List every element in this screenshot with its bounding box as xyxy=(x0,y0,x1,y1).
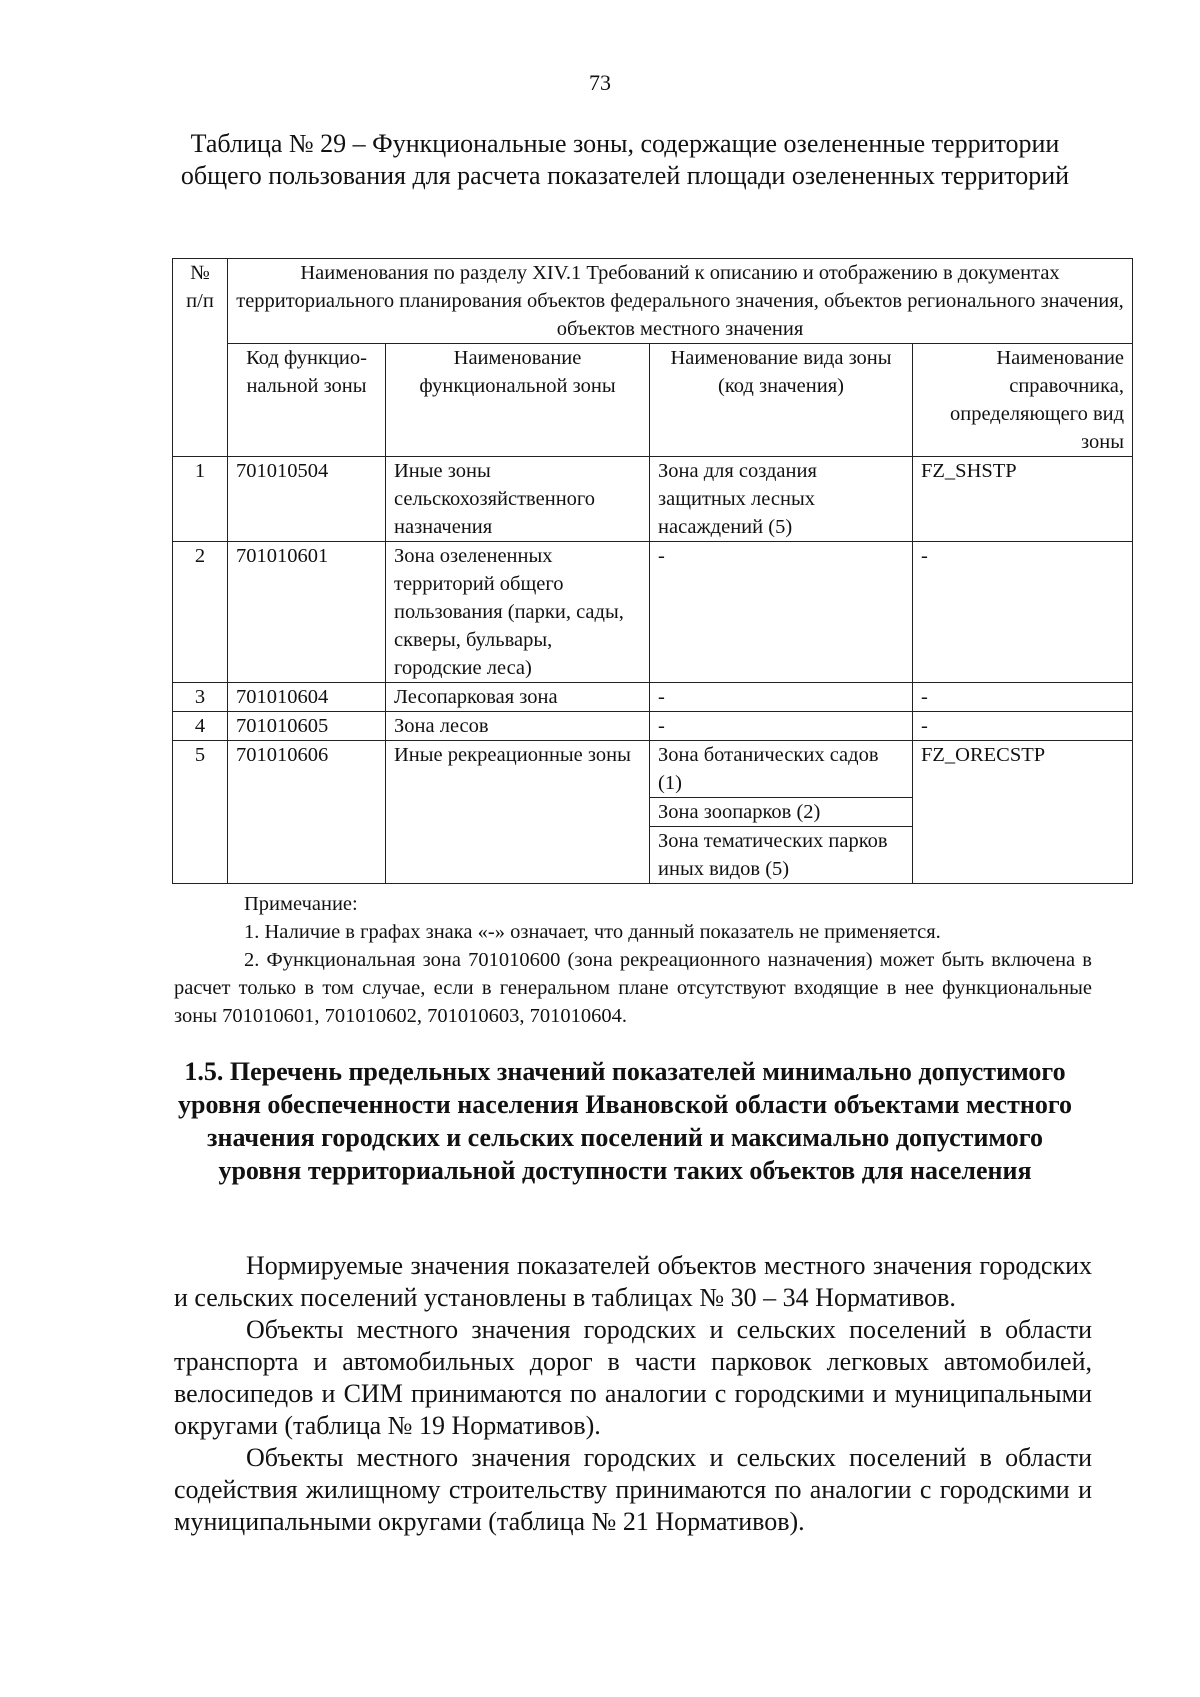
header-zone-kind: Наименование вида зоны (код значения) xyxy=(650,344,913,457)
table-row xyxy=(173,683,1133,712)
table-title: Таблица № 29 – Функциональные зоны, содержащие озелененные территории общего пользования для расчета показателей площади озелененных территорий xyxy=(180,129,1070,190)
row-num: 2 xyxy=(173,542,228,683)
header-zone-name: Наименование функциональной зоны xyxy=(386,344,650,457)
row-code: 701010601 xyxy=(228,542,386,683)
page-number: 73 xyxy=(589,70,611,95)
table-header-row xyxy=(173,259,1133,344)
row-num: 1 xyxy=(173,457,228,542)
paragraph: Объекты местного значения городских и сельских поселений в области содействия жилищному строительству принимаются по аналогии с городскими и муниципальными округами (таблица № 21 Нормативов). xyxy=(174,1443,1092,1536)
section-heading: 1.5. Перечень предельных значений показателей минимально допустимого уровня обеспеченности населения Ивановской области объектами местного значения городских и сельских поселений и максимально допустимого уровня территориальной доступности таких объектов для населения xyxy=(178,1057,1072,1185)
row-reference: - xyxy=(913,542,1133,683)
paragraph: Нормируемые значения показателей объектов местного значения городских и сельских поселений установлены в таблицах № 30 – 34 Нормативов. xyxy=(174,1251,1092,1312)
table-subheader-row xyxy=(173,344,1133,457)
row-num: 3 xyxy=(173,683,228,712)
table-row xyxy=(173,741,1133,798)
header-code: Код функцио-нальной зоны xyxy=(228,344,386,457)
row-reference: FZ_SHSTP xyxy=(913,457,1133,542)
row-zone-kind: Зона тематических парков иных видов (5) xyxy=(650,827,913,884)
row-reference: - xyxy=(913,683,1133,712)
row-zone-name: Лесопарковая зона xyxy=(386,683,650,712)
header-reference: Наименование справочника, определяющего вид зоны xyxy=(913,344,1133,457)
row-num: 4 xyxy=(173,712,228,741)
note-item: 1. Наличие в графах знака «-» означает, что данный показатель не применяется. xyxy=(244,921,941,943)
row-zone-kind: - xyxy=(650,712,913,741)
table-row xyxy=(173,542,1133,683)
row-zone-name: Зона лесов xyxy=(386,712,650,741)
row-zone-name: Иные зоны сельскохозяйственного назначения xyxy=(386,457,650,542)
row-zone-kind: Зона зоопарков (2) xyxy=(650,798,913,827)
table-notes xyxy=(174,890,1092,1030)
row-code: 701010504 xyxy=(228,457,386,542)
table-row xyxy=(173,712,1133,741)
body-text xyxy=(174,1250,1092,1538)
row-code: 701010605 xyxy=(228,712,386,741)
row-zone-name: Иные рекреационные зоны xyxy=(386,741,650,884)
row-num: 5 xyxy=(173,741,228,884)
header-num: № п/п xyxy=(173,259,228,457)
notes-title: Примечание: xyxy=(244,893,358,915)
row-code: 701010604 xyxy=(228,683,386,712)
note-item: 2. Функциональная зона 701010600 (зона рекреационного назначения) может быть включена в расчет только в том случае, если в генеральном плане отсутствуют входящие в нее функциональные зоны 701010601, 701010602, 701010603, 701010604. xyxy=(174,949,1092,1027)
row-code: 701010606 xyxy=(228,741,386,884)
functional-zones-table xyxy=(172,258,1133,884)
table-row xyxy=(173,457,1133,542)
row-zone-kind: Зона ботанических садов (1) xyxy=(650,741,913,798)
row-reference: FZ_ORECSTP xyxy=(913,741,1133,884)
paragraph: Объекты местного значения городских и сельских поселений в области транспорта и автомобильных дорог в части парковок легковых автомобилей, велосипедов и СИМ принимаются по аналогии с городскими и муниципальными округами (таблица № 19 Нормативов). xyxy=(174,1315,1092,1440)
row-reference: - xyxy=(913,712,1133,741)
row-zone-kind: - xyxy=(650,683,913,712)
row-zone-kind: Зона для создания защитных лесных насаждений (5) xyxy=(650,457,913,542)
row-zone-name: Зона озелененных территорий общего пользования (парки, сады, скверы, бульвары, городские леса) xyxy=(386,542,650,683)
header-group: Наименования по разделу XIV.1 Требований к описанию и отображению в документах территориального планирования объектов федерального значения, объектов регионального значения, объектов местного значения xyxy=(228,259,1133,344)
row-zone-kind: - xyxy=(650,542,913,683)
